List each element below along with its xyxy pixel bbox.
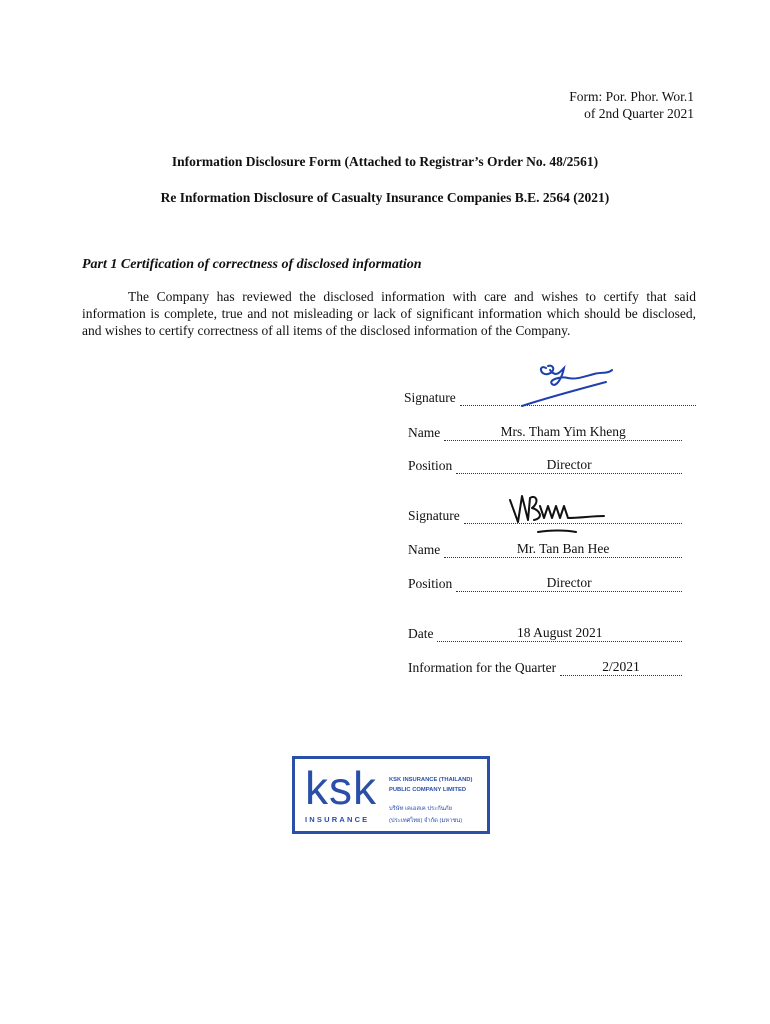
stamp-company-en-1: KSK INSURANCE (THAILAND) [389,777,473,783]
document-title: Information Disclosure Form (Attached to Registrar’s Order No. 48/2561) [171,154,599,169]
company-stamp [292,756,490,834]
name-label: Name [408,425,441,440]
form-code: Form: Por. Phor. Wor.1 [569,89,694,104]
signature-1-image [516,360,616,410]
signatory-1-position: Director [546,457,592,472]
signature-2-image [500,488,610,538]
part1-heading: Part 1 Certification of correctness of disclosed information [82,257,422,272]
stamp-company-en-2: PUBLIC COMPANY LIMITED [389,787,467,793]
stamp-company-th-1: บริษัท เคเอสเค ประกันภัย [389,806,452,812]
certification-text: The Company has reviewed the disclosed information with care and wishes to certify that said information is complete, true and not misleading or lack of significant information which should be disclosed, and wishes to certify correctness of all items of the disclosed information of the Company. [82,289,696,338]
ksk-logo-subtext: INSURANCE [305,815,370,824]
name-field-2 [408,542,682,558]
stamp-company-th-2: (ประเทศไทย) จำกัด (มหาชน) [389,818,463,824]
ksk-logo: ksk [305,762,377,814]
signatory-2-position: Director [546,575,592,590]
quarter-value: 2/2021 [602,659,640,674]
form-quarter: of 2nd Quarter 2021 [584,106,694,121]
name-label: Name [408,542,441,557]
signatory-1-name: Mrs. Tham Yim Kheng [500,424,626,439]
position-label: Position [408,576,453,591]
signature-label: Signature [404,390,456,405]
form-code-block [569,88,694,122]
quarter-field [408,660,682,676]
date-label: Date [408,626,434,641]
position-label: Position [408,458,453,473]
date-value: 18 August 2021 [516,625,603,640]
position-field-2 [408,576,682,592]
date-field [408,626,682,642]
name-field-1 [408,425,682,441]
signature-label: Signature [408,508,460,523]
quarter-label: Information for the Quarter [408,660,557,675]
signatory-2-name: Mr. Tan Ban Hee [516,541,610,556]
position-field-1 [408,458,682,474]
document-subtitle: Re Information Disclosure of Casualty Insurance Companies B.E. 2564 (2021) [160,190,610,205]
